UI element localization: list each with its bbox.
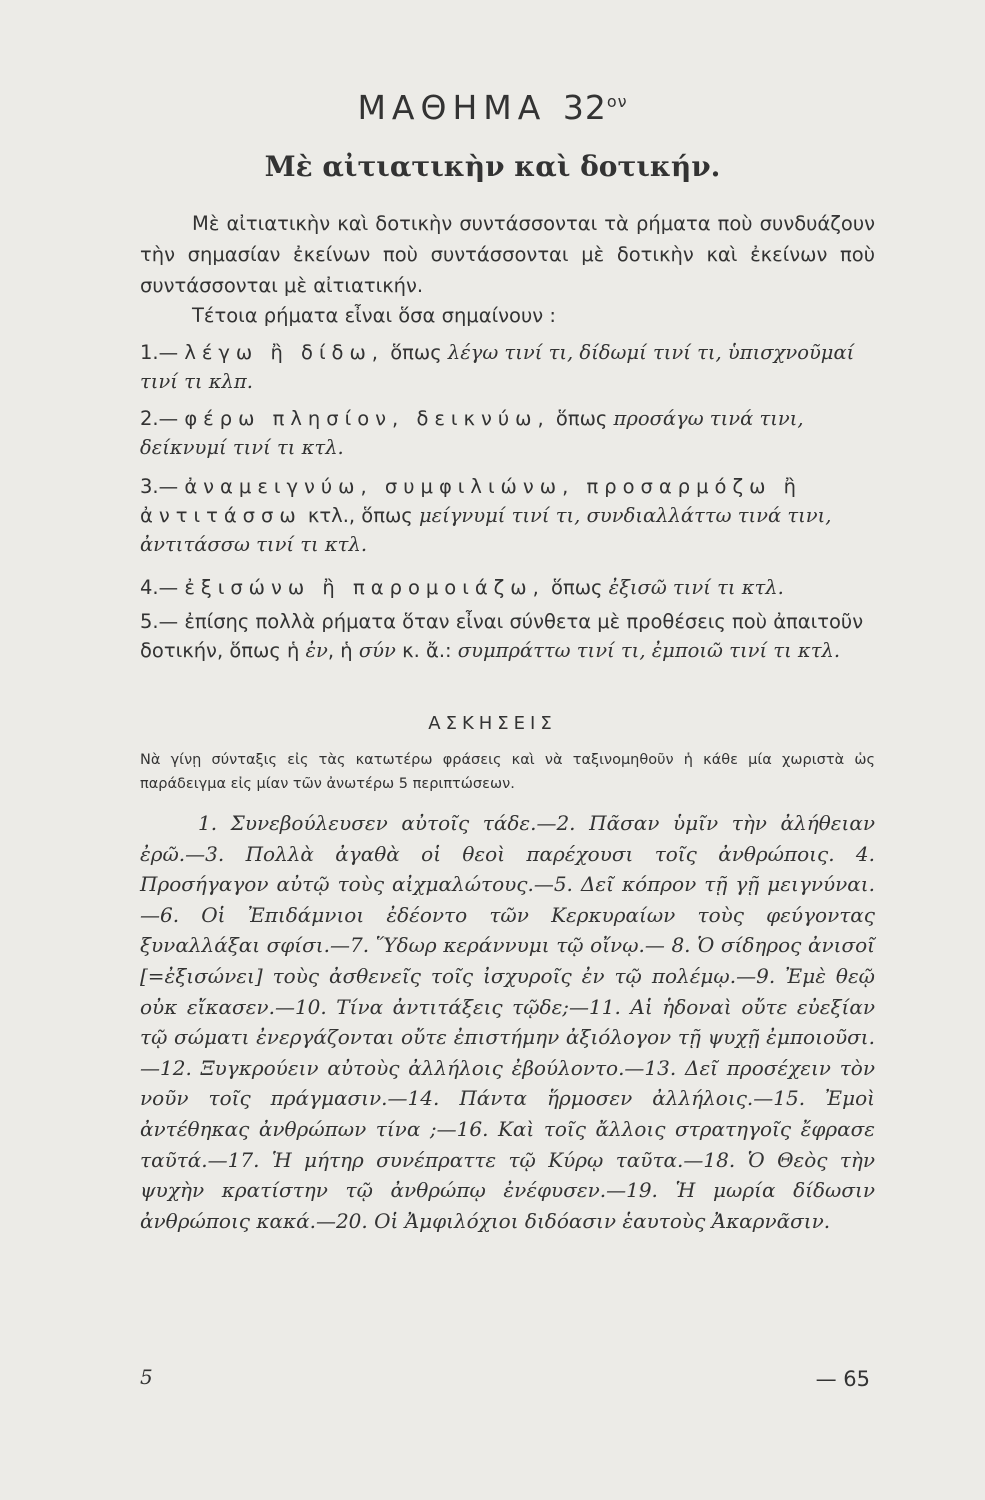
- list-item-5: [140, 607, 875, 665]
- list-item-4: [140, 573, 875, 602]
- title-word: ΜΑΘΗΜΑ: [357, 88, 547, 127]
- item-verbs: λέγω ἢ δίδω,: [184, 341, 385, 364]
- intro-paragraph: Μὲ αἰτιατικὴν καὶ δοτικὴν συντάσσονται τὰ ρήματα ποὺ συνδυάζουν τὴν σημασίαν ἐκείνων ποὺ συντάσσονται μὲ δοτικὴν καὶ ἐκείνων ποὺ συντάσσονται μὲ αἰτιατικήν.: [140, 212, 875, 297]
- list-item-1: [140, 338, 875, 396]
- item-verbs: ἐξισώνω ἢ παρομοιάζω,: [184, 576, 545, 599]
- page-title: [0, 88, 985, 127]
- item-prep-en: ἐν: [305, 639, 328, 662]
- item-label: 4.—: [140, 576, 179, 599]
- item-verbs: φέρω πλησίον, δεικνύω,: [184, 407, 550, 430]
- lesson-number-suffix: ον: [606, 92, 628, 111]
- item-examples: συμπράττω τινί τι, ἐμποιῶ τινί τι κτλ.: [457, 639, 841, 662]
- item-mid: , ἡ: [327, 639, 359, 662]
- item-text: ὅπως: [544, 576, 609, 599]
- item-label: 3.—: [140, 475, 179, 498]
- page-number: — 65: [815, 1367, 870, 1391]
- page-subtitle: Μὲ αἰτιατικὴν καὶ δοτικήν.: [264, 150, 721, 183]
- item-examples: λέγω τινί τι, δίδωμί τινί τι, ὑπισχνοῦμαί τινί τι κλπ.: [140, 341, 855, 393]
- item-examples: μείγνυμί τινί τι, συνδιαλλάττω τινά τινι, ἀντιτάσσω τινί τι κτλ.: [140, 504, 832, 556]
- signature-mark: 5: [140, 1365, 153, 1389]
- exercises-instruction: Νὰ γίνῃ σύνταξις εἰς τὰς κατωτέρω φράσεις καὶ νὰ ταξινομηθοῦν ἡ κάθε μία χωριστὰ ὡς παράδειγμα εἰς μίαν τῶν ἀνωτέρω 5 περιπτώσεων.: [140, 752, 875, 792]
- intro-lead: Τέτοια ρήματα εἶναι ὅσα σημαίνουν :: [192, 304, 556, 327]
- lesson-number: 32: [562, 88, 607, 127]
- exercises-text: 1. Συνεβούλευσεν αὐτοῖς τάδε.—2. Πᾶσαν ὑμῖν τὴν ἀλήθειαν ἐρῶ.—3. Πολλὰ ἀγαθὰ οἱ θεοὶ παρέχουσι τοῖς ἀνθρώποις. 4. Προσήγαγον αὐτῷ τοὺς αἰχμαλώτους.—5. Δεῖ κόπρον τῇ γῇ μειγνύναι.—6. Οἱ Ἐπιδάμνιοι ἐδέοντο τῶν Κερκυραίων τοὺς φεύγοντας ξυναλλάξαι σφίσι.—7. Ὕδωρ κεράννυμι τῷ οἴνῳ.— 8. Ὁ σίδηρος ἀνισοῖ [=ἐξισώνει] τοὺς ἀσθενεῖς τοῖς ἰσχυροῖς ἐν τῷ πολέμῳ.—9. Ἐμὲ θεῷ οὐκ εἴκασεν.—10. Τίνα ἀντιτάξεις τῷδε;—11. Αἱ ἡδοναὶ οὔτε εὐεξίαν τῷ σώματι ἐνεργάζονται οὔτε ἐπιστήμην ἀξιόλογον τῇ ψυχῇ ἐμποιοῦσι.—12. Ξυγκρούειν αὐτοὺς ἀλλήλοις ἐβούλοντο.—13. Δεῖ προσέχειν τὸν νοῦν τοῖς πράγμασιν.—14. Πάντα ἥρμοσεν ἀλλήλοις.—15. Ἐμοὶ ἀντέθηκας ἀνθρώπων τίνα ;—16. Καὶ τοῖς ἄλλοις στρατηγοῖς ἔφρασε ταῦτά.—17. Ἡ μήτηρ συνέπραττε τῷ Κύρῳ ταῦτα.—18. Ὁ Θεὸς τὴν ψυχὴν κρατίστην τῷ ἀνθρώπῳ ἐνέφυσεν.—19. Ἡ μωρία δίδωσιν ἀνθρώποις κακά.—20. Οἱ Ἀμφιλόχιοι διδόασιν ἑαυτοὺς Ἀκαρνᾶσιν.: [140, 811, 875, 1233]
- exercises-heading: ΑΣΚΗΣΕΙΣ: [428, 713, 557, 734]
- list-item-3: [140, 472, 875, 559]
- item-mid2: κ. ἄ.:: [395, 639, 458, 662]
- item-label: 5.—: [140, 610, 179, 633]
- list-item-2: [140, 404, 875, 462]
- item-verbs: ἀναμειγνύω, συμφιλιώνω, προσαρμόζω ἢ ἀντιτάσσω: [140, 475, 802, 527]
- item-text: ὅπως: [384, 341, 448, 364]
- item-examples: ἐξισῶ τινί τι κτλ.: [608, 576, 784, 599]
- item-prep-syn: σύν: [358, 639, 396, 662]
- item-label: 1.—: [140, 341, 179, 364]
- item-label: 2.—: [140, 407, 179, 430]
- item-examples: προσάγω τινά τινι, δείκνυμί τινί τι κτλ.: [140, 407, 804, 459]
- item-text: ἐπίσης πολλὰ ρήματα ὅταν εἶναι σύνθετα μὲ προθέσεις ποὺ ἀπαιτοῦν δοτικήν, ὅπως ἡ: [140, 610, 864, 662]
- item-text: κτλ., ὅπως: [301, 504, 419, 527]
- item-text: ὅπως: [549, 407, 614, 430]
